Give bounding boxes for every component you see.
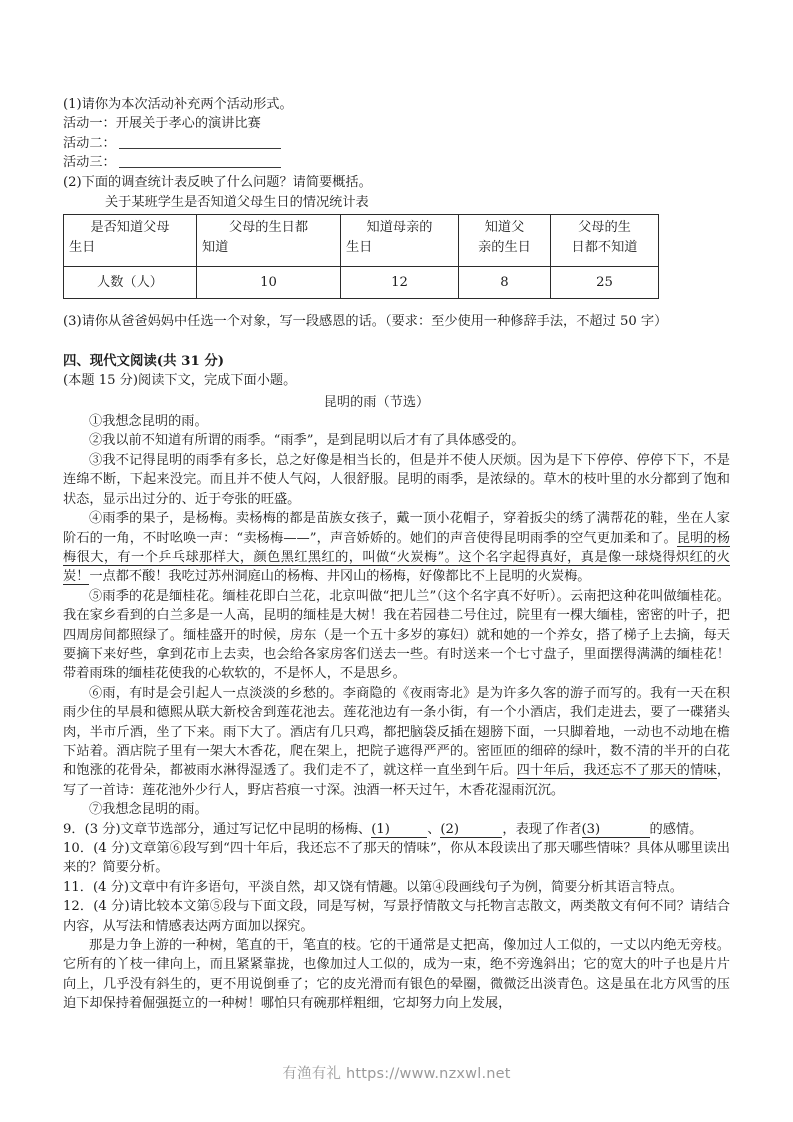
table-header-cell: 父母的生 日都不知道 [551, 215, 659, 267]
table-header-cell: 父母的生日都 知道 [197, 215, 341, 267]
activity-item-3-blank[interactable] [119, 154, 281, 168]
passage-paragraph-3: ③我不记得昆明的雨季有多长，总之好像是相当长的，但是并不使人厌烦。因为是下下停停、停停下下，不是连绵不断，下起来没完。而且并不使人气闷，人很舒服。昆明的雨季，是浓绿的。草木的枝叶里的水分都到了饱和状态，显示出过分的、近于夸张的旺盛。 [63, 452, 730, 507]
watermark-brand: 有渔有礼 [282, 1066, 342, 1082]
table-header-cell: 知道母亲的 生日 [341, 215, 459, 267]
passage-paragraph-1: ①我想念昆明的雨。 [89, 414, 208, 430]
activity-item-2-blank[interactable] [119, 135, 281, 149]
activity-item-3-label: 活动三： [63, 155, 116, 171]
activity-prompt: (1)请你为本次活动补充两个活动形式。 [63, 97, 293, 112]
section-heading: 四、现代文阅读(共 31 分) [63, 352, 225, 369]
paragraph-4-underlined-sentence: 昆明的杨梅很大，有一个乒乓球那样大，颜色黑红黑红的，叫做“火炭梅”。这个名字起得真好，真是像一球烧得炽红的火炭！ [63, 530, 731, 585]
question-9-blank-2[interactable]: (2) [440, 822, 502, 838]
gratitude-prompt: (3)请你从爸爸妈妈中任选一个对象，写一段感恩的话。（要求：至少使用一种修辞手法，不超过 50 字） [63, 314, 668, 330]
table-header-cell: 知道父 亲的生日 [459, 215, 551, 267]
passage-paragraph-6 [63, 684, 730, 800]
table-cell-value: 8 [459, 267, 551, 299]
question-9-blank-1[interactable]: (1) [371, 822, 427, 838]
survey-prompt: (2)下面的调查统计表反映了什么问题？请简要概括。 [63, 174, 372, 190]
question-9-text-b: ，表现了作者 [502, 821, 582, 837]
section-subheading: (本题 15 分)阅读下文，完成下面小题。 [63, 373, 297, 389]
survey-table-caption: 关于某班学生是否知道父母生日的情况统计表 [105, 195, 369, 211]
table-header-row [64, 215, 659, 267]
table-cell-label: 人数（人） [64, 267, 197, 299]
table-cell-value: 10 [197, 267, 341, 299]
table-cell-value: 25 [551, 267, 659, 299]
paragraph-4-part-a: ④雨季的果子，是杨梅。卖杨梅的都是苗族女孩子，戴一顶小花帽子，穿着扳尖的绣了满帮花的鞋，坐在人家阶石的一角，不时吆唤一声：“卖杨梅——”，声音娇娇的。她们的声音使得昆明雨季的空气更加柔和了。 [63, 511, 730, 546]
question-10: 10．(4 分)文章第⑥段写到“四十年后，我还忘不了那天的情味”，你从本段读出了那天哪些情味？具体从哪里读出来的？简要分析。 [63, 841, 730, 876]
passage-paragraph-4 [63, 509, 730, 587]
question-12: 12．(4 分)请比较本文第⑤段与下面文段，同是写树，写景抒情散文与托物言志散文，两类散文有何不同？请结合内容，从写法和情感表达两方面加以探究。 [63, 899, 730, 934]
passage-paragraph-2: ②我以前不知道有所谓的雨季。“雨季”，是到昆明以后才有了具体感受的。 [89, 433, 525, 449]
table-cell-value: 12 [341, 267, 459, 299]
page-content [63, 95, 730, 1014]
activity-item-2-label: 活动二： [63, 135, 116, 151]
table-row [64, 267, 659, 299]
watermark [0, 1062, 793, 1083]
question-9-text-a: 文章节选部分，通过写记忆中昆明的杨梅、 [120, 821, 372, 837]
question-12-comparison-passage: 那是力争上游的一种树，笔直的干，笔直的枝。它的干通常是丈把高，像加过人工似的，一丈以内绝无旁枝。它所有的丫枝一律向上，而且紧紧靠拢，也像加过人工似的，成为一束，绝不旁逸斜出；它的宽大的叶子也是片片向上，几乎没有斜生的，更不用说倒垂了；它的皮光滑而有银色的晕圈，微微泛出淡青色。这是虽在北方风雪的压迫下却保持着倔强挺立的一种树！哪怕只有碗那样粗细，它却努力向上发展， [63, 938, 730, 1012]
activity-item-1: 活动一：开展关于孝心的演讲比赛 [63, 116, 261, 132]
survey-table [63, 214, 659, 299]
question-9 [63, 820, 730, 839]
paragraph-6-underlined-sentence: 四十年后，我还忘不了那天的情味 [516, 763, 717, 779]
passage-paragraph-7: ⑦我想念昆明的雨。 [89, 802, 208, 818]
paragraph-6-part-b: ，写了一首诗：莲花池外少行人，野店苔痕一寸深。浊酒一杯天过午，木香花湿雨沉沉。 [63, 763, 731, 798]
passage-paragraph-5: ⑤雨季的花是缅桂花。缅桂花即白兰花，北京叫做“把儿兰”（这个名字真不好听）。云南把这种花叫做缅桂花。我在家乡看到的白兰多是一人高，昆明的缅桂是大树！我在若园巷二号住过，院里有一棵大缅桂，密密的叶子，把四周房间都照绿了。缅桂盛开的时候，房东（是一个五十多岁的寡妇）就和她的一个养女，搭了梯子上去摘，每天要摘下来好些，拿到花市上去卖，也会给各家房客们送去一些。有时送来一个七寸盘子，里面摆得满满的缅桂花！带着雨珠的缅桂花使我的心软软的，不是怀人，不是思乡。 [63, 588, 730, 682]
paragraph-4-part-b: 一点都不酸！我吃过苏州洞庭山的杨梅、井冈山的杨梅，好像都比不上昆明的火炭梅。 [89, 569, 591, 585]
activity-item-2-row [63, 134, 730, 153]
question-9-marks: 9．(3 分) [63, 821, 121, 837]
question-9-separator: 、 [427, 821, 441, 837]
question-9-text-c: 的感情。 [649, 821, 703, 837]
question-9-blank-3[interactable]: (3) [582, 822, 650, 838]
table-header-cell: 是否知道父母 生日 [64, 215, 197, 267]
passage-title: 昆明的雨（节选） [323, 394, 430, 410]
activity-item-3-row [63, 153, 730, 172]
paragraph-6-part-a: ⑥雨，有时是会引起人一点淡淡的乡愁的。李商隐的《夜雨寄北》是为许多久客的游子而写的。我有一天在积雨少住的早晨和德熙从联大新校舍到莲花池去。莲花池边有一条小街，有一个小酒店，我们走进去，要了一碟猪头肉，半市斤酒，坐了下来。雨下大了。酒店有几只鸡，都把脑袋反插在翅膀下面，一只脚着地，一动也不动地在檐下站着。酒店院子里有一架大木香花，爬在架上，把院子遮得严严的。密匝匝的细碎的绿叶，数不清的半开的白花和饱涨的花骨朵，都被雨水淋得湿透了。我们走不了，就这样一直坐到午后。 [63, 685, 730, 779]
question-11: 11．(4 分)文章中有许多语句，平淡自然，却又饶有情趣。以第④段画线句子为例，简要分析其语言特点。 [63, 879, 683, 895]
watermark-url: https://www.nzxwl.net [345, 1066, 511, 1082]
